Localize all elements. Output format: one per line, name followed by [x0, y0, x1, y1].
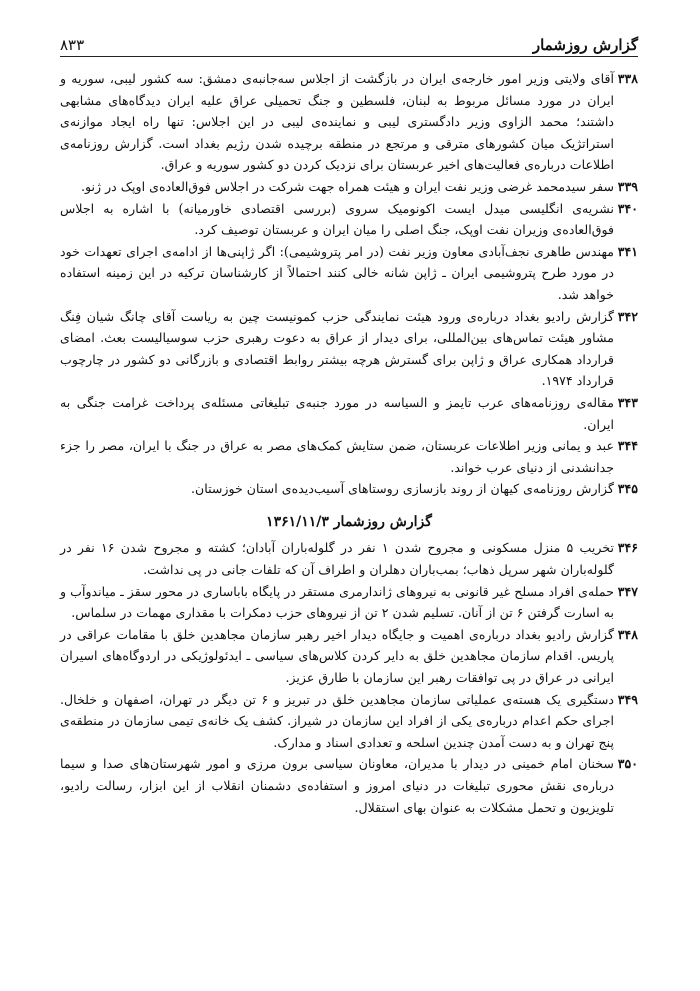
- entry-item: [60, 435, 638, 478]
- entry-number: ۳۴۸: [617, 626, 638, 642]
- entry-number: ۳۴۱: [617, 243, 638, 259]
- entry-number: ۳۵۰: [617, 756, 638, 772]
- entry-item: [60, 624, 638, 689]
- entry-text: مهندس طاهری نجف‌آبادی معاون وزیر نفت (در امر پتروشیمی): اگر ژاپنی‌ها از ادامه‌ی اجرای تعهدات خود در مورد طرح پتروشیمی ایران ـ ژاپن شانه خالی کنند احتمالاً از کارشناسان ترکیه در این زمینه استفاده خواهد شد.: [60, 243, 614, 302]
- entry-item: [60, 198, 638, 241]
- page-body: [60, 68, 638, 818]
- entry-number: ۳۴۲: [617, 308, 638, 324]
- running-header-title: گزارش روزشمار: [532, 36, 638, 54]
- entry-text: نشریه‌ی انگلیسی میدل ایست اکونومیک سروی (بررسی اقتصادی خاورمیانه) با اشاره به اجلاس فوق‌العاده‌ی وزیران نفت اوپک، جنگ اصلی را میان ایران و عربستان توصیف کرد.: [60, 200, 614, 238]
- entry-item: [60, 176, 638, 198]
- entry-number: ۳۳۸: [617, 71, 638, 86]
- entries-list-part1: [60, 68, 638, 500]
- entry-text: گزارش رادیو بغداد درباره‌ی ورود هیئت نمایندگی حزب کمونیست چین به ریاست آقای چانگ شیان فِنگ مشاور هیئت تماس‌های بین‌المللی، برای دیدار از عراق به دعوت رهبری حزب سوسیالیست بعث. امضای قرارداد همکاری عراق و ژاپن برای گسترش هرچه بیشتر روابط اقتصادی و بازرگانی دو کشور در چارچوب قرارداد ۱۹۷۴.: [60, 308, 614, 389]
- entry-item: [60, 537, 638, 580]
- running-header: [60, 26, 638, 54]
- entry-number: ۳۴۶: [617, 540, 638, 556]
- entry-number: ۳۳۹: [617, 178, 638, 194]
- entry-number: ۳۴۹: [617, 691, 638, 707]
- entry-text: حمله‌ی افراد مسلح غیر قانونی به نیروهای ژاندارمری مستقر در پایگاه باباساری در محور سقز ـ میاندوآب و به اسارت گرفتن ۶ تن از آنان. تسلیم شدن ۲ تن از نیروهای حزب دمکرات با مقداری مهمات در سلماس.: [60, 583, 614, 621]
- entry-number: ۳۴۷: [617, 583, 638, 599]
- entry-item: [60, 306, 638, 392]
- entries-list-part2: [60, 537, 638, 818]
- entry-text: گزارش رادیو بغداد درباره‌ی اهمیت و جایگاه دیدار اخیر رهبر سازمان مجاهدین خلق با مقامات عراقی در پاریس. اقدام سازمان مجاهدین خلق به دایر کردن کلاس‌های سیاسی ـ ایدئولوژیکی در اردوگاه‌های اسیران ایرانی در عراق در پی توافقات رهبر این سازمان با طارق عزیز.: [60, 626, 614, 686]
- header-rule: [60, 56, 638, 57]
- entry-item: [60, 753, 638, 818]
- entry-text: سخنان امام خمینی در دیدار با مدیران، معاونان سیاسی برون مرزی و امور شهرستان‌های صدا و سیما درباره‌ی نقش محوری تبلیغات در دنیای امروز و استفاده‌ی دشمنان انقلاب از این ابزار، رسالت رادیو، تلویزیون و تحمل مشکلات به عنوان بهای استقلال.: [60, 756, 614, 815]
- entry-item: [60, 68, 638, 176]
- entry-text: عبد و یمانی وزیر اطلاعات عربستان، ضمن ستایش کمک‌های مصر به عراق در جنگ با ایران، مصر را جزء جدانشدنی از دنیای عرب خواند.: [60, 438, 614, 475]
- entry-text: سفر سیدمحمد غرضی وزیر نفت ایران و هیئت همراه جهت شرکت در اجلاس فوق‌العاده‌ی اوپک در ژنو.: [80, 178, 614, 194]
- entry-item: [60, 478, 638, 500]
- entry-text: دستگیری یک هسته‌ی عملیاتی سازمان مجاهدین خلق در تبریز و ۶ تن دیگر در تهران، اصفهان و خلخال. اجرای حکم اعدام درباره‌ی یکی از افراد این سازمان در شیراز. کشف یک خانه‌ی تیمی سازمان در منطقه‌ی پنج تهران و به دست آمدن چندین اسلحه و تعدادی اسناد و مدارک.: [60, 691, 614, 750]
- entry-text: تخریب ۵ منزل مسکونی و مجروح شدن ۱ نفر در گلوله‌باران آبادان؛ کشته و مجروح شدن ۱۶ نفر در گلوله‌باران شهر سرپل ذهاب؛ بمب‌باران دهلران و اطراف آن که تلفات جانی در پی نداشت.: [60, 540, 614, 578]
- entry-number: ۳۴۰: [617, 200, 638, 216]
- entry-text: مقاله‌ی روزنامه‌های عرب تایمز و السیاسه در مورد جنبه‌ی تبلیغاتی مسئله‌ی پرداخت غرامت جنگی به ایران.: [60, 394, 614, 432]
- entry-number: ۳۴۵: [617, 481, 638, 497]
- entry-number: ۳۴۳: [617, 394, 638, 410]
- section-heading: گزارش روزشمار ۱۳۶۱/۱۱/۳: [266, 513, 432, 530]
- entry-number: ۳۴۴: [617, 438, 638, 454]
- entry-text: آقای ولایتی وزیر امور خارجه‌ی ایران در بازگشت از اجلاس سه‌جانبه‌ی دمشق: سه کشور لیبی، سوریه و ایران در مورد مسائل مربوط به لبنان، فلسطین و جنگ تحمیلی عراق علیه ایران دیدگاه‌های مشابهی داشتند؛ محمد الزاوی وزیر دادگستری لیبی و نماینده‌ی لیبی در این اجلاس: تنها راه ایجاد موازنه‌ی استراتژیک میان کشورهای مترقی و مرتجع در منطقه برچیده شدن رژیم بغداد است. گزارش روزنامه‌ی اطلاعات درباره‌ی فعالیت‌های اخیر عربستان برای نزدیک کردن دو کشور سوریه و عراق.: [60, 71, 614, 173]
- entry-item: [60, 241, 638, 306]
- entry-item: [60, 392, 638, 435]
- entry-item: [60, 581, 638, 624]
- page-number: ۸۳۳: [60, 36, 85, 54]
- entry-item: [60, 689, 638, 754]
- entry-text: گزارش روزنامه‌ی کیهان از روند بازسازی روستاهای آسیب‌دیده‌ی استان خوزستان.: [190, 481, 614, 497]
